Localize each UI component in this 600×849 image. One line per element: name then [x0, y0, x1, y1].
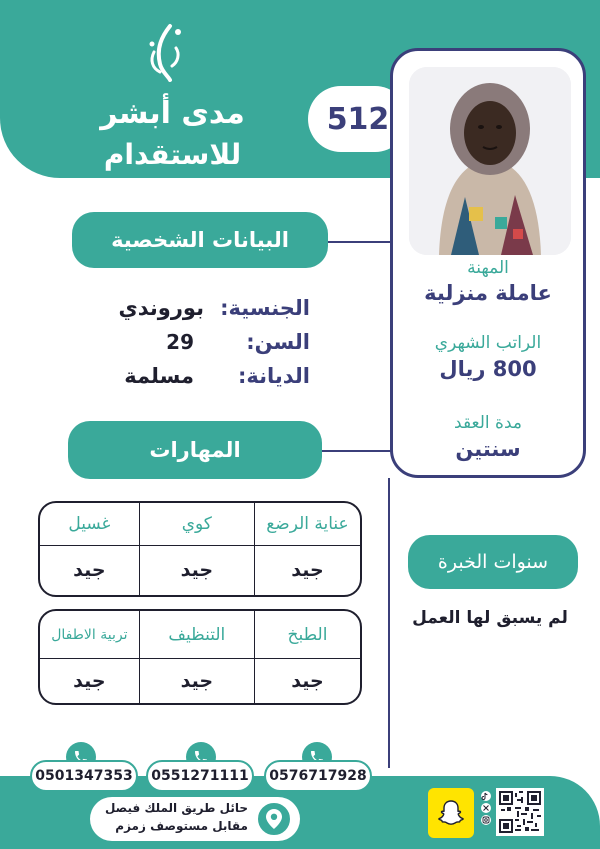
social-icons	[480, 790, 492, 838]
connector-personal	[326, 241, 392, 243]
salary-value: 800 ريال	[439, 357, 537, 381]
profession-label: المهنة	[467, 258, 509, 278]
skill-level-cell: جيد	[254, 659, 360, 703]
profile-card	[390, 48, 586, 478]
skill-level-cell: جيد	[40, 659, 139, 703]
skill-name-cell: التنظيف	[139, 611, 254, 659]
location-pin-icon	[255, 800, 293, 838]
skill-level-cell: جيد	[139, 659, 254, 703]
address-line-2: مقابل مستوصف زمزم	[115, 819, 248, 833]
age-value: 29	[166, 330, 194, 354]
religion-label: الديانة:	[237, 364, 310, 388]
qr-code-icon[interactable]	[496, 788, 544, 836]
skill-name-cell: عناية الرضع	[254, 503, 360, 545]
phone-number-1[interactable]: 0576717928	[264, 760, 372, 792]
x-icon	[481, 803, 491, 813]
phone-number-2[interactable]: 0551271111	[146, 760, 254, 792]
brand-tagline: للاستقدام	[103, 138, 242, 171]
salary-label: الراتب الشهري	[434, 333, 542, 353]
connector-skills	[322, 450, 392, 452]
instagram-icon	[481, 815, 491, 825]
brand-name: مدى أبشر	[100, 96, 245, 131]
religion-value: مسلمة	[124, 364, 194, 388]
nationality-value: بوروندي	[118, 296, 204, 320]
skill-level-cell: جيد	[139, 545, 254, 595]
personal-data-heading: البيانات الشخصية	[72, 212, 328, 268]
skills-table-2	[38, 609, 362, 705]
experience-heading: سنوات الخبرة	[408, 535, 578, 589]
contract-value: سنتين	[455, 437, 521, 461]
skills-heading: المهارات	[68, 421, 322, 479]
contract-label: مدة العقد	[454, 413, 522, 433]
snapchat-icon[interactable]	[428, 788, 474, 838]
brand-logo	[140, 22, 190, 82]
profession-value: عاملة منزلية	[424, 281, 552, 305]
skill-name-cell: تربية الاطفال	[40, 611, 139, 659]
experience-value: لم يسبق لها العمل	[412, 608, 568, 628]
nationality-label: الجنسية:	[220, 296, 310, 320]
tiktok-icon	[481, 791, 491, 801]
address-line-1: حائل طريق الملك فيصل	[104, 801, 248, 815]
skill-level-cell: جيد	[254, 545, 360, 595]
skill-level-cell: جيد	[40, 545, 139, 595]
skill-name-cell: كوي	[139, 503, 254, 545]
worker-id-badge: 512	[308, 86, 408, 152]
skill-name-cell: غسيل	[40, 503, 139, 545]
worker-photo	[409, 67, 571, 255]
skills-table-1	[38, 501, 362, 597]
skill-name-cell: الطبخ	[254, 611, 360, 659]
age-label: السن:	[246, 330, 310, 354]
phone-number-3[interactable]: 0501347353	[30, 760, 138, 792]
